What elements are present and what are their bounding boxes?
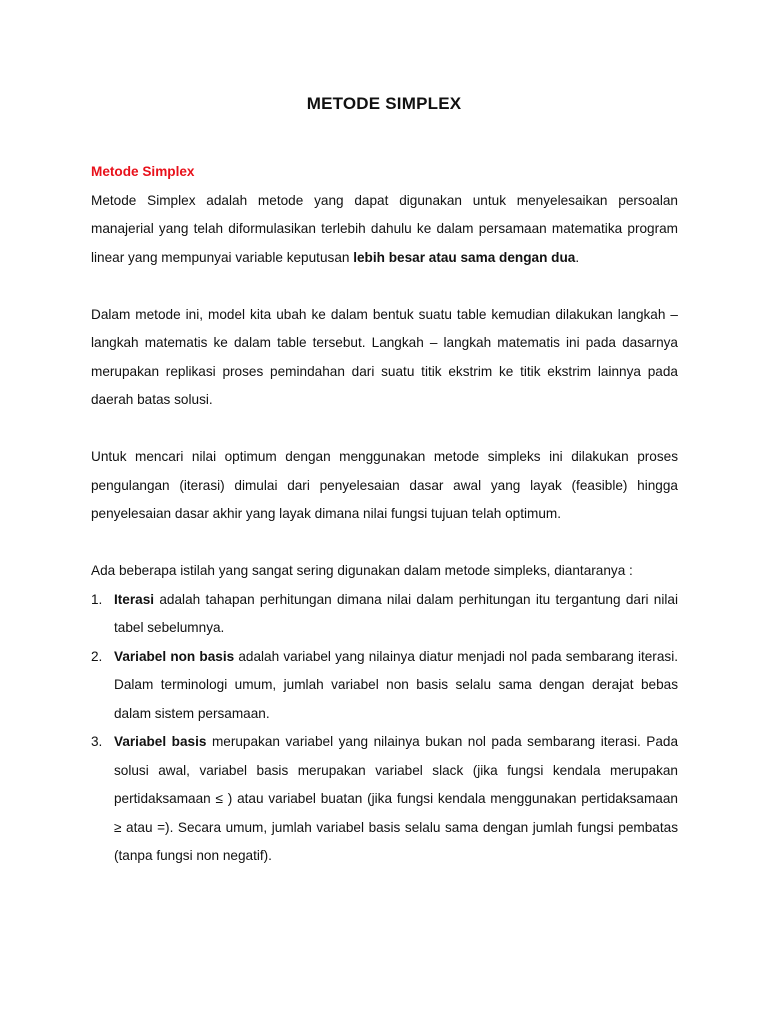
paragraph-model: Dalam metode ini, model kita ubah ke dalam bentuk suatu table kemudian dilakukan langkah – langkah matematis ke dalam table tersebut. Langkah – langkah matematis ini pada dasarnya merupakan replikasi proses pemindahan dari suatu titik ekstrim ke titik ekstrim lainnya pada daerah batas solusi. [91, 306, 678, 407]
list-item [91, 728, 678, 871]
paragraph-definition [91, 187, 678, 273]
terms-list [91, 586, 678, 871]
document-title: METODE SIMPLEX [306, 94, 462, 113]
list-item-term: Variabel basis [114, 734, 207, 749]
list-item-number: 2. [91, 648, 103, 664]
list-item-text: merupakan variabel yang nilainya bukan nol pada sembarang iterasi. Pada solusi awal, variabel basis merupakan variabel slack (jika fungsi kendala merupakan pertidaksamaan ≤ ) atau variabel buatan (jika fungsi kendala menggunakan pertidaksamaan ≥ atau =). Secara umum, jumlah variabel basis selalu sama dengan jumlah fungsi pembatas (tanpa fungsi non negatif). [114, 734, 679, 863]
paragraph-gap [91, 529, 678, 558]
list-item [91, 643, 678, 729]
paragraph-gap [91, 415, 678, 444]
list-item-text: adalah variabel yang nilainya diatur menjadi nol pada sembarang iterasi. Dalam terminologi umum, jumlah variabel non basis selalu sama dengan derajat bebas dalam sistem persamaan. [114, 648, 678, 721]
paragraph-gap [91, 272, 678, 301]
paragraph-definition-text: Metode Simplex adalah metode yang dapat digunakan untuk menyelesaikan persoalan manajerial yang telah diformulasikan terlebih dahulu ke dalam persamaan matematika program linear yang mempunyai variable keputusan [91, 192, 678, 265]
list-item-text: adalah tahapan perhitungan dimana nilai dalam perhitungan itu tergantung dari nilai tabel sebelumnya. [114, 591, 678, 635]
list-item-number: 1. [91, 591, 103, 607]
list-item [91, 586, 678, 643]
list-item-term: Variabel non basis [114, 648, 235, 664]
document-body [91, 158, 678, 871]
list-item-term: Iterasi [114, 591, 155, 607]
section-heading: Metode Simplex [91, 164, 195, 179]
list-item-number: 3. [91, 734, 103, 749]
paragraph-definition-bold: lebih besar atau sama dengan dua [353, 249, 576, 265]
paragraph-optimum: Untuk mencari nilai optimum dengan menggunakan metode simpleks ini dilakukan proses pengulangan (iterasi) dimulai dari penyelesaian dasar awal yang layak (feasible) hingga penyelesaian dasar akhir yang layak dimana nilai fungsi tujuan telah optimum. [91, 449, 678, 521]
paragraph-definition-end: . [575, 249, 580, 265]
paragraph-terms-intro: Ada beberapa istilah yang sangat sering digunakan dalam metode simpleks, diantaranya : [91, 563, 633, 578]
